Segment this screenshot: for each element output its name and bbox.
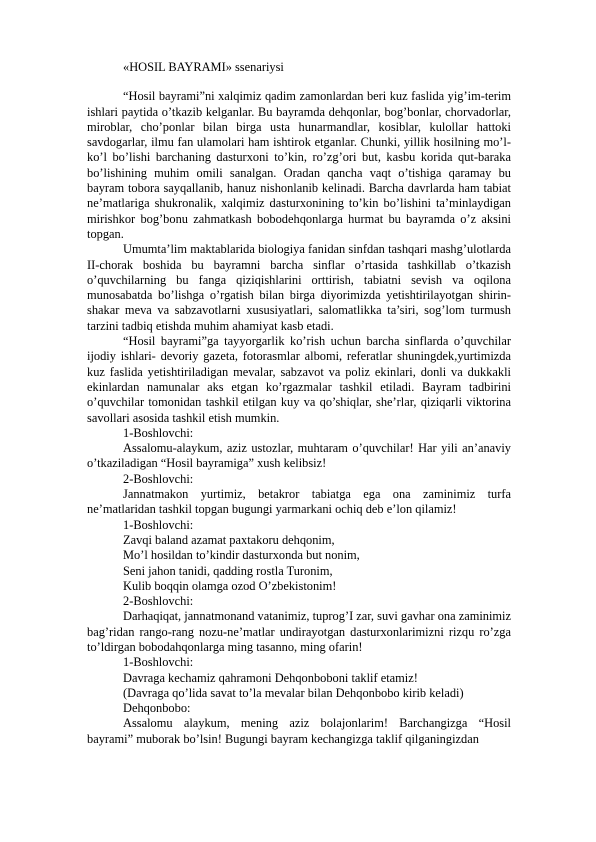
intro-paragraph-1: “Hosil bayrami”ni xalqimiz qadim zamonlardan beri kuz faslida yig’im-terim ishlari paytida o’tkazib kelganlar. Bu bayramda dehqonlar, bog’bonlar, chorvadorlar, miroblar, cho’ponlar bilan birga usta hunarmandlar, kosiblar, kulollar hattoki savdogarlar, ilmu fan ulamolari ham ishtirok etganlar. Chunki, yillik hosilning mo’l-ko’l bo’lishi barchaning dasturxoni to’kin, ro’zg’ori but, kasbu korida qut-baraka bo’lishining muhim omili sanalgan. Oradan qancha vaqt o’tishiga qaramay bu bayram tobora sayqallanib, hanuz nishonlanib kelinadi. Barcha davrlarda ham tabiat ne’matlariga shukronalik, xalqimiz dasturxonining to’kin bo’lishini ta’minlaydigan mirishkor bog’bonu zahmatkash bobodehqonlarga hurmat bu bayramda o’z aksini topgan. <box>87 89 511 241</box>
intro-paragraph-2: Umumta’lim maktablarida biologiya fanidan sinfdan tashqari mashg’ulotlarda II-chorak boshida bu bayramni barcha sinflar o’rtasida tashkillab o’tkazish o’quvchilarning bu fanga qiziqishlarini orttirish, tabiatni sevish va oqilona munosabatda bo’lishga o’rgatish bilan birga diyorimizda yetishtirilayotgan shirin-shakar meva va sabzavotlarni xususiyatlari, salomatlikka ta’siri, sog’lom turmush tarzini tadbiq etishda muhim ahamiyat kasb etadi. <box>87 242 511 333</box>
intro-paragraph-3: “Hosil bayrami”ga tayyorgarlik ko’rish uchun barcha sinflarda o’quvchilar ijodiy ishlari- devoriy gazeta, fotorasmlar albomi, referatlar shuningdek,yurtimizda kuz faslida yetishtiriladigan mevalar, sabzavot va poliz ekinlari, donli va dukkakli ekinlardan namunalar aks etgan ko’rgazmalar tashkil etiladi. Bayram tadbirini o’quvchilar tomonidan tashkil etilgan kuy va qo’shiqlar, she’rlar, qiziqarli viktorina savollari asosida tashkil etish mumkin. <box>87 334 511 425</box>
speaker-line-6: Assalomu alaykum, mening aziz bolajonlarim! Barchangizga “Hosil bayrami” muborak bo’lsin! Bugungi bayram kechangizga taklif qilganingizdan <box>87 716 511 746</box>
verse-line-4: Kulib boqqin olamga ozod O’zbekistonim! <box>123 578 337 593</box>
speaker-line-5: Davraga kechamiz qahramoni Dehqonboboni taklif etamiz! <box>123 670 418 685</box>
speaker-label-1: 1-Boshlovchi: <box>123 425 194 440</box>
speaker-line-4: Darhaqiqat, jannatmonand vatanimiz, tuprog’I zar, suvi gavhar ona zaminimiz bag’ridan rango-rang nozu-ne’matlar undirayotgan dasturxonlarimizni rizqu ro’zga to’ldirgan bobodahqonlarga ming tasanno, ming ofarin! <box>87 609 511 654</box>
stage-direction: (Davraga qo’lida savat to’la mevalar bilan Dehqonbobo kirib keladi) <box>123 685 464 700</box>
verse-line-2: Mo’l hosildan to’kindir dasturxonda but nonim, <box>123 548 360 563</box>
verse-line-3: Seni jahon tanidi, qadding rostla Turonim, <box>123 563 333 578</box>
speaker-label-6: Dehqonbobo: <box>123 701 191 716</box>
verse-line-1: Zavqi baland azamat paxtakoru dehqonim, <box>123 532 335 547</box>
speaker-line-2: Jannatmakon yurtimiz, betakror tabiatga ega ona zaminimiz turfa ne’matlaridan tashkil topgan bugungi yarmarkani ochiq deb e’lon qilamiz! <box>87 487 511 517</box>
speaker-line-1: Assalomu-alaykum, aziz ustozlar, muhtaram o’quvchilar! Har yili an’anaviy o’tkaziladigan “Hosil bayramiga” xush kelibsiz! <box>87 441 511 471</box>
speaker-label-3: 1-Boshlovchi: <box>123 517 194 532</box>
speaker-label-5: 1-Boshlovchi: <box>123 655 194 670</box>
document-page <box>87 60 511 747</box>
speaker-label-2: 2-Boshlovchi: <box>123 471 194 486</box>
speaker-label-4: 2-Boshlovchi: <box>123 594 194 609</box>
document-title: «HOSIL BAYRAMI» ssenariysi <box>123 60 284 74</box>
